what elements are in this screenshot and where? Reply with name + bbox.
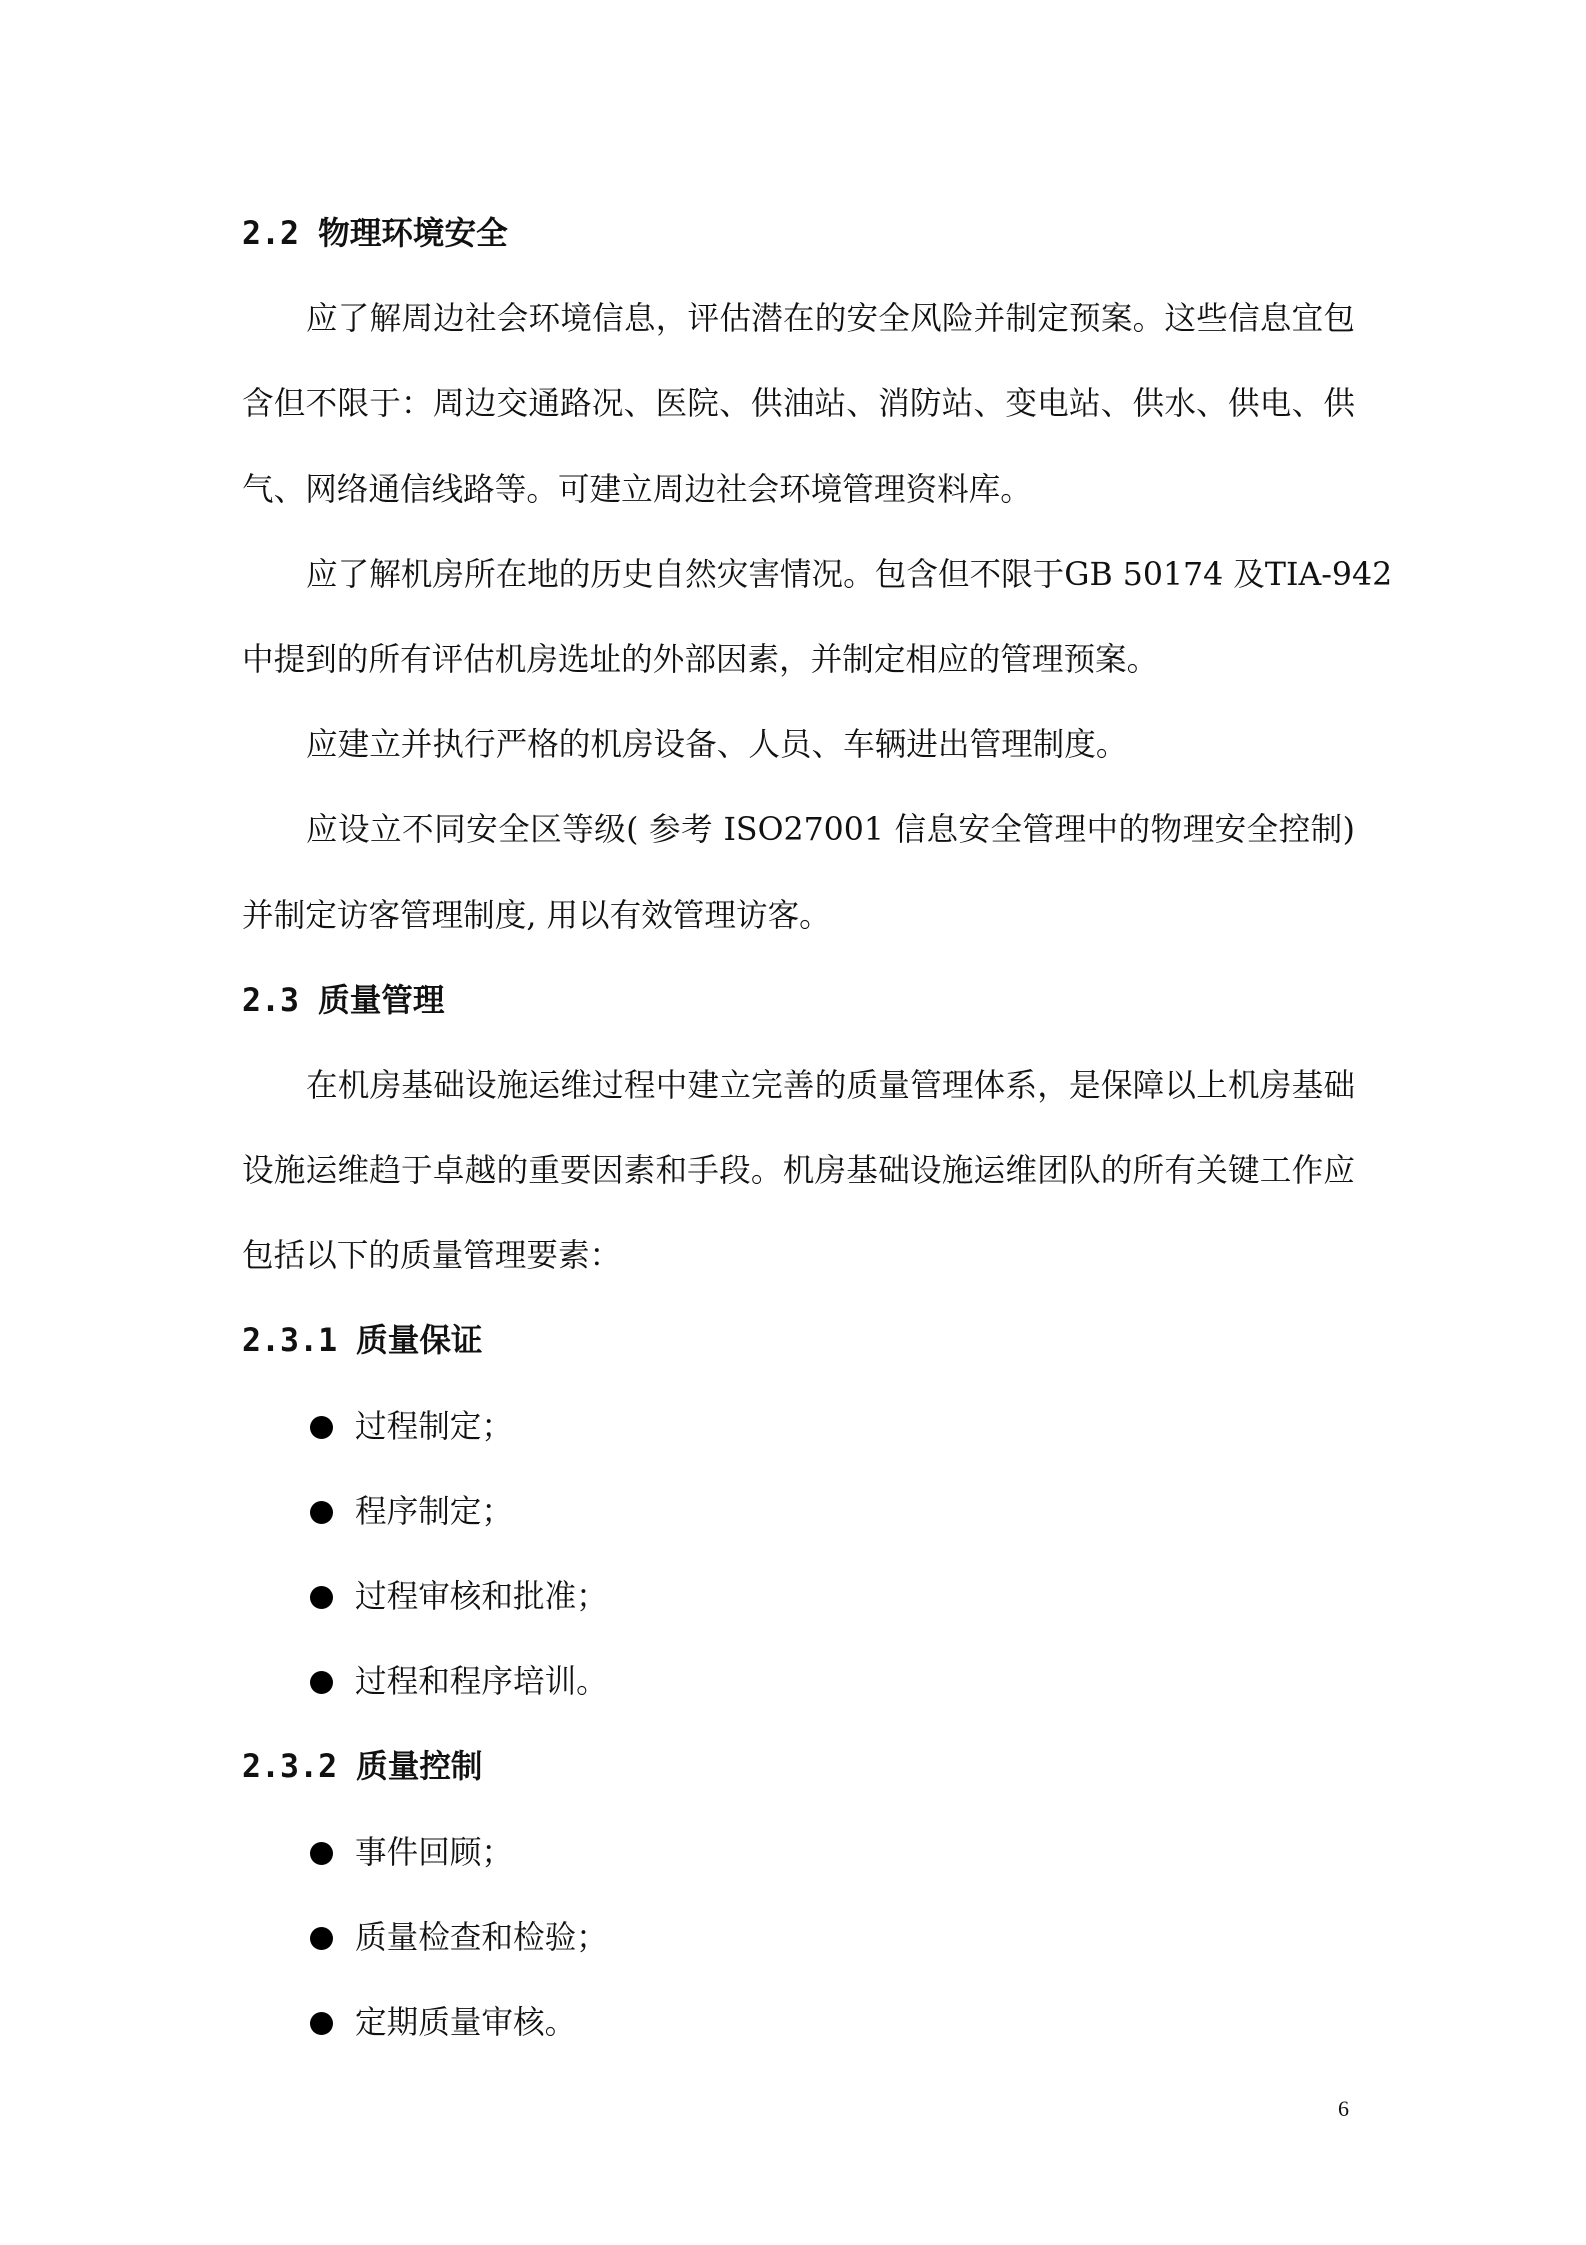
bullet-icon <box>310 1842 333 1865</box>
bullet-icon <box>310 2012 333 2035</box>
list-item-text: 过程和程序培训。 <box>355 1664 608 1701</box>
section-heading-2-3-1 <box>242 1299 1355 1384</box>
paragraph-line: 应了解机房所在地的历史自然灾害情况。包含但不限于GB 50174 及TIA-942 <box>306 556 1393 593</box>
bullet-icon <box>310 1501 333 1524</box>
section-number: 2.3.1 <box>242 1323 338 1360</box>
paragraph-line: 并制定访客管理制度, 用以有效管理访客。 <box>242 897 831 934</box>
list-item <box>242 1470 1355 1555</box>
section-number: 2.3 <box>242 982 300 1019</box>
paragraph-line: 应建立并执行严格的机房设备、人员、车辆进出管理制度。 <box>306 727 1128 764</box>
list-item <box>242 1640 1355 1725</box>
section-title: 质量控制 <box>356 1749 483 1786</box>
section-title: 质量保证 <box>356 1323 483 1360</box>
bullet-icon <box>310 1927 333 1950</box>
bullet-icon <box>310 1586 333 1609</box>
paragraph-line: 含但不限于：周边交通路况、医院、供油站、消防站、变电站、供水、供电、供 <box>242 386 1355 423</box>
list-item <box>242 1385 1355 1470</box>
paragraph-line: 在机房基础设施运维过程中建立完善的质量管理体系，是保障以上机房基础 <box>306 1067 1355 1104</box>
document-page <box>242 192 1393 2066</box>
list-item-text: 定期质量审核。 <box>355 2004 577 2041</box>
section-heading-2-3-2 <box>242 1725 1355 1810</box>
section-number: 2.2 <box>242 216 300 252</box>
list-item-text: 过程审核和批准； <box>355 1579 608 1615</box>
paragraph-line: 包括以下的质量管理要素： <box>242 1238 622 1275</box>
section-heading-2-2 <box>242 192 1355 277</box>
paragraph-line: 中提到的所有评估机房选址的外部因素，并制定相应的管理预案。 <box>242 641 1159 678</box>
list-item-text: 事件回顾； <box>355 1834 513 1871</box>
section-number: 2.3.2 <box>242 1749 338 1786</box>
section-title: 物理环境安全 <box>318 216 508 252</box>
bullet-icon <box>310 1671 333 1694</box>
paragraph-line: 气、网络通信线路等。可建立周边社会环境管理资料库。 <box>242 471 1032 508</box>
list-item <box>242 1981 1355 2066</box>
page-number: 6 <box>1338 2096 1349 2121</box>
list-item <box>242 1555 1355 1640</box>
paragraph-line: 设施运维趋于卓越的重要因素和手段。机房基础设施运维团队的所有关键工作应 <box>242 1153 1355 1190</box>
list-item <box>242 1811 1355 1896</box>
paragraph-line: 应了解周边社会环境信息，评估潜在的安全风险并制定预案。这些信息宜包 <box>306 301 1355 338</box>
list-item-text: 过程制定； <box>355 1408 513 1445</box>
list-item-text: 质量检查和检验； <box>355 1919 608 1956</box>
section-title: 质量管理 <box>318 982 445 1019</box>
list-item-text: 程序制定； <box>355 1493 513 1530</box>
list-item <box>242 1896 1355 1981</box>
section-heading-2-3 <box>242 959 1355 1044</box>
paragraph-line: 应设立不同安全区等级( 参考 ISO27001 信息安全管理中的物理安全控制) <box>306 812 1355 849</box>
bullet-icon <box>310 1416 333 1439</box>
